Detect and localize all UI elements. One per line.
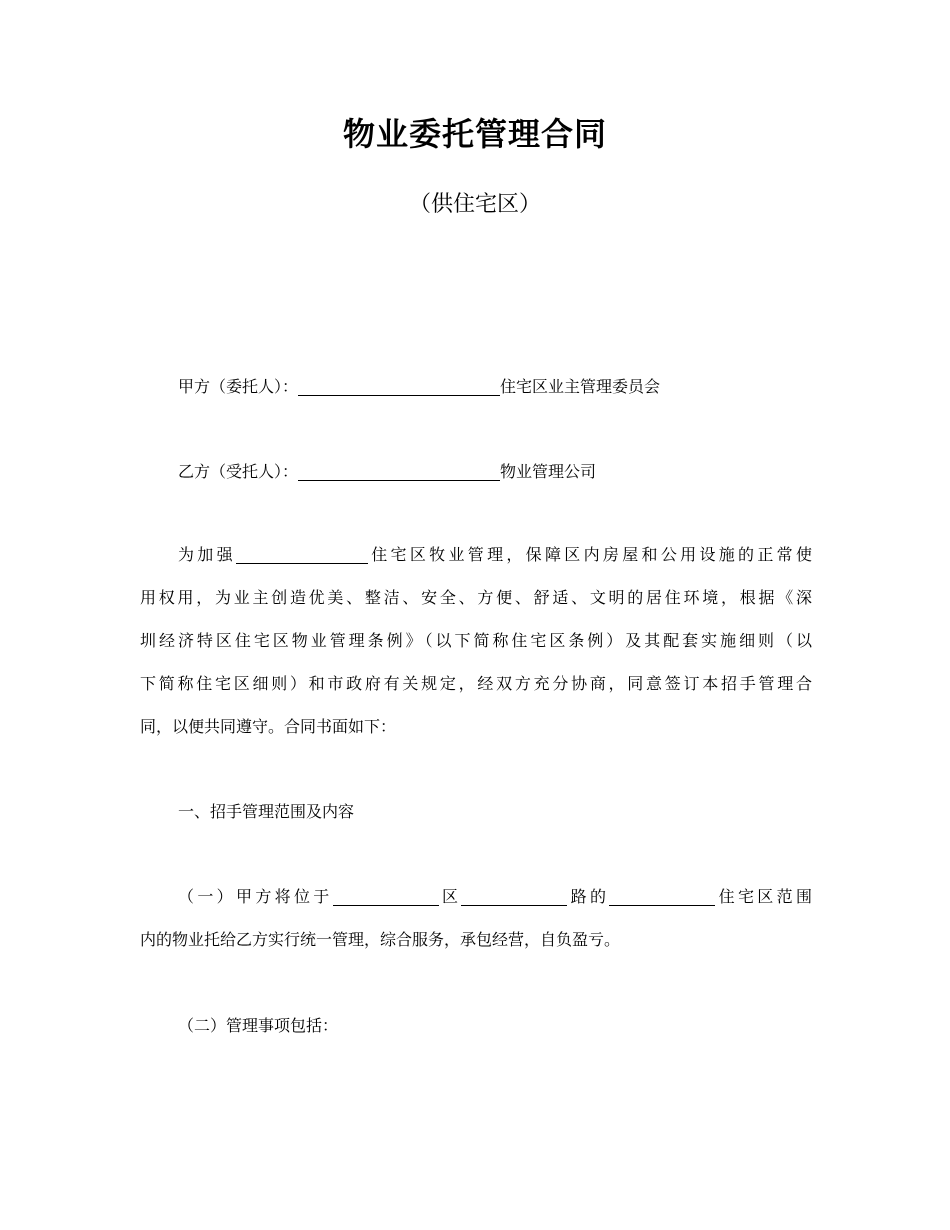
party-a-line (178, 373, 812, 401)
clause-1-line-1 (178, 883, 812, 911)
preamble-line-2: 用权用，为业主创造优美、整洁、安全、方便、舒适、文明的居住环境，根据《深 (140, 588, 812, 607)
clause-2-heading: （二）管理事项包括： (178, 1016, 339, 1035)
clause-1-line-2: 内的物业托给乙方实行统一管理，综合服务，承包经营，自负盈亏。 (140, 930, 621, 949)
clause-1-estate-blank (609, 885, 715, 906)
party-b-blank (298, 460, 500, 481)
preamble-prefix: 为加强 (178, 545, 236, 564)
clause-1-part-2: 区 (438, 887, 462, 906)
party-b-line (178, 458, 812, 486)
clause-1-part-3: 路的 (567, 887, 610, 906)
preamble-line-4: 下简称住宅区细则）和市政府有关规定，经双方充分协商，同意签订本招手管理合 (140, 674, 812, 693)
preamble-line-3: 圳经济特区住宅区物业管理条例》（以下简称住宅区条例）及其配套实施细则（以 (140, 631, 812, 650)
clause-1-road-blank (461, 885, 567, 906)
party-a-suffix: 住宅区业主管理委员会 (500, 377, 661, 396)
party-b-label: 乙方（受托人）： (178, 462, 299, 481)
party-a-label: 甲方（委托人）： (178, 377, 299, 396)
preamble-line-1 (178, 541, 812, 569)
clause-1-part-1: （一）甲方将位于 (178, 887, 333, 906)
document-title: 物业委托管理合同 (342, 115, 607, 153)
party-a-blank (298, 375, 500, 396)
preamble-line-5: 同，以便共同遵守。合同书面如下： (140, 717, 397, 736)
section-1-heading: 一、招手管理范围及内容 (178, 802, 355, 821)
clause-1-part-4: 住宅区范围 (715, 887, 812, 906)
clause-1-district-blank (333, 885, 439, 906)
document-subtitle: （供住宅区） (408, 192, 541, 217)
preamble-suffix: 住宅区牧业管理，保障区内房屋和公用设施的正常使 (367, 545, 812, 564)
preamble-blank (236, 543, 368, 564)
party-b-suffix: 物业管理公司 (500, 462, 597, 481)
